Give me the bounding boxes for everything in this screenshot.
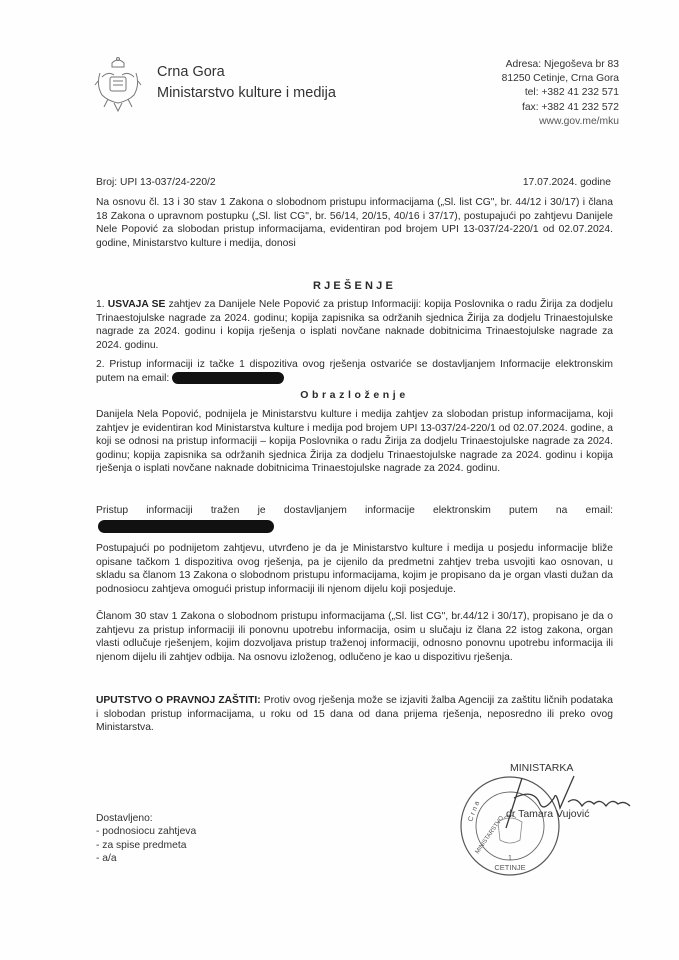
country-name: Crna Gora xyxy=(157,64,225,80)
address-line1: Adresa: Njegoševa br 83 xyxy=(505,59,619,70)
legal-remedy-heading: UPUTSTVO O PRAVNOJ ZAŠTITI: xyxy=(96,695,261,706)
signature-block xyxy=(467,762,630,892)
svg-text:C r n a: C r n a xyxy=(467,800,482,823)
legal-remedy-text: Protiv ovog rješenja može se izjaviti žalba Agenciji za zaštitu ličnih podataka i slobodan pristup informacijama, u roku od 15 dana od dana prijema rješenja, neposredno ili preko ovog Ministarstva. xyxy=(96,695,613,734)
montenegro-coat-of-arms-icon xyxy=(94,55,142,117)
document-date: 17.07.2024. godine xyxy=(522,177,611,188)
address-line2: 81250 Cetinje, Crna Gora xyxy=(501,73,619,85)
decision-item-1 xyxy=(96,298,613,352)
reasoning-paragraph-4: Članom 30 stav 1 Zakona o slobodnom pristupu informacijama („Sl. list CG", br.44/12 i 30/17), propisano je da o zahtjevu za pristup informaciji ili ponovnu upotrebu informacija, osim u slučaju iz člana 22 istog zakona, organ vlasti odlučuje rješenjem, kojim dozvoljava pristup traženoj informaciji, odnosno ponovnu upotrebu informacija ili njenom dijelu ili zahtjev odbija. Na osnovu izloženog, odlučeno je kao u dispozitivu rješenja. xyxy=(96,611,613,663)
delivery-item: - za spise predmeta xyxy=(96,839,187,851)
fax: fax: +382 41 232 572 xyxy=(521,101,619,113)
signatory-name: dr Tamara Vujović xyxy=(506,808,590,820)
item1-bold: USVAJA SE xyxy=(107,299,166,310)
ministry-name: Ministarstvo kulture i medija xyxy=(157,85,336,101)
document-number: Broj: UPI 13-037/24-220/2 xyxy=(96,177,216,188)
letterhead-org xyxy=(157,62,336,104)
delivery-item: - a/a xyxy=(96,853,117,865)
email-redacted-2 xyxy=(98,520,274,533)
email-redacted-1 xyxy=(172,372,284,384)
item2-text: 2. Pristup informaciji iz tačke 1 dispozitiva ovog rješenja ostvariće se dostavljanjem Informacije elektronskim putem na email: xyxy=(96,359,613,384)
delivery-list xyxy=(96,812,196,866)
signatory-role: MINISTARKA xyxy=(510,762,574,774)
document-meta-row xyxy=(96,176,613,190)
reasoning-paragraph-1: Danijela Nela Popović, podnijela je Ministarstvu kulture i medija zahtjev za slobodan pristup informacijama, koji zahtjev je evidentiran kod Ministarstva kulture i medija pod brojem UPI 13-037/24-220/1 od 02.07.2024. godine, a koji se odnosi na pristup informaciji – kopija Poslovnika o radu Žirija za dodjelu Trinaestojulske nagrade za 2024. godinu; kopija zapisnika sa održanih sjednica Žirija za dodjelu Trinaestojulske nagrade za 2024. godinu i kopija rješenja o isplati novčane naknade dobitnicima Trinaestojulske nagrade za 2024. godinu. xyxy=(96,409,613,475)
website-link[interactable]: www.gov.me/mku xyxy=(539,115,619,127)
reasoning-title: Obrazloženje xyxy=(300,389,409,401)
delivery-item: - podnosiocu zahtjeva xyxy=(96,826,197,838)
item1-prefix: 1. xyxy=(96,299,108,310)
reasoning-paragraph-2: Pristup informaciji tražen je dostavljanjem informacije elektronskim putem na email: xyxy=(96,505,613,516)
svg-text:MINISTARSTVO: MINISTARSTVO xyxy=(474,815,506,856)
reasoning-paragraph-3: Postupajući po podnijetom zahtjevu, utvrđeno je da je Ministarstvo kulture i medija u posjedu informacije bliže opisane tačkom 1 dispozitiva ovog rješenja, pa je cijenilo da predmetni zahtjev treba usvojiti kao osnovan, u skladu sa članom 13 Zakona o slobodnom pristupu informacijama, kojim je propisano da je organ vlasti dužan da podnosiocu zahtjeva omogući pristup informaciji ili njenom dijelu koji posjeduje. xyxy=(96,543,613,595)
svg-text:CETINJE: CETINJE xyxy=(494,863,526,872)
telephone: tel: +382 41 232 571 xyxy=(524,87,619,99)
decision-item-2 xyxy=(96,358,613,385)
handwritten-signature-icon xyxy=(484,768,634,838)
preamble-paragraph: Na osnovu čl. 13 i 30 stav 1 Zakona o slobodnom pristupu informacijama („Sl. list CG", br. 44/12 i 30/17) i člana 18 Zakona o upravnom postupku („Sl. list CG", br. 56/14, 20/15, 40/16 i 37/17), postupajući po zahtjevu Danijele Nele Popović za slobodan pristup informacijama, evidentiran pod brojem UPI 13-037/24-220/1 od 02.07.2024. godine, Ministarstvo kulture i medija, donosi xyxy=(96,197,613,249)
legal-remedy-paragraph xyxy=(96,694,613,735)
decision-title: RJEŠENJE xyxy=(312,280,397,292)
delivery-label: Dostavljeno: xyxy=(96,813,153,824)
svg-text:1: 1 xyxy=(508,855,512,862)
item1-text: zahtjev za Danijele Nele Popović za pristup Informaciji: kopija Poslovnika o radu Žirija za dodjelu Trinaestojulske nagrade za 2024. godinu; kopija zapisnika sa održanih sjednica Žirija za dodjelu Trinaestojulske nagrade za 2024. godinu i kopija rješenja o isplati novčane naknade dobitnicima Trinaestojulske nagrade za 2024. godinu. xyxy=(96,299,613,351)
letterhead-address xyxy=(502,58,619,129)
